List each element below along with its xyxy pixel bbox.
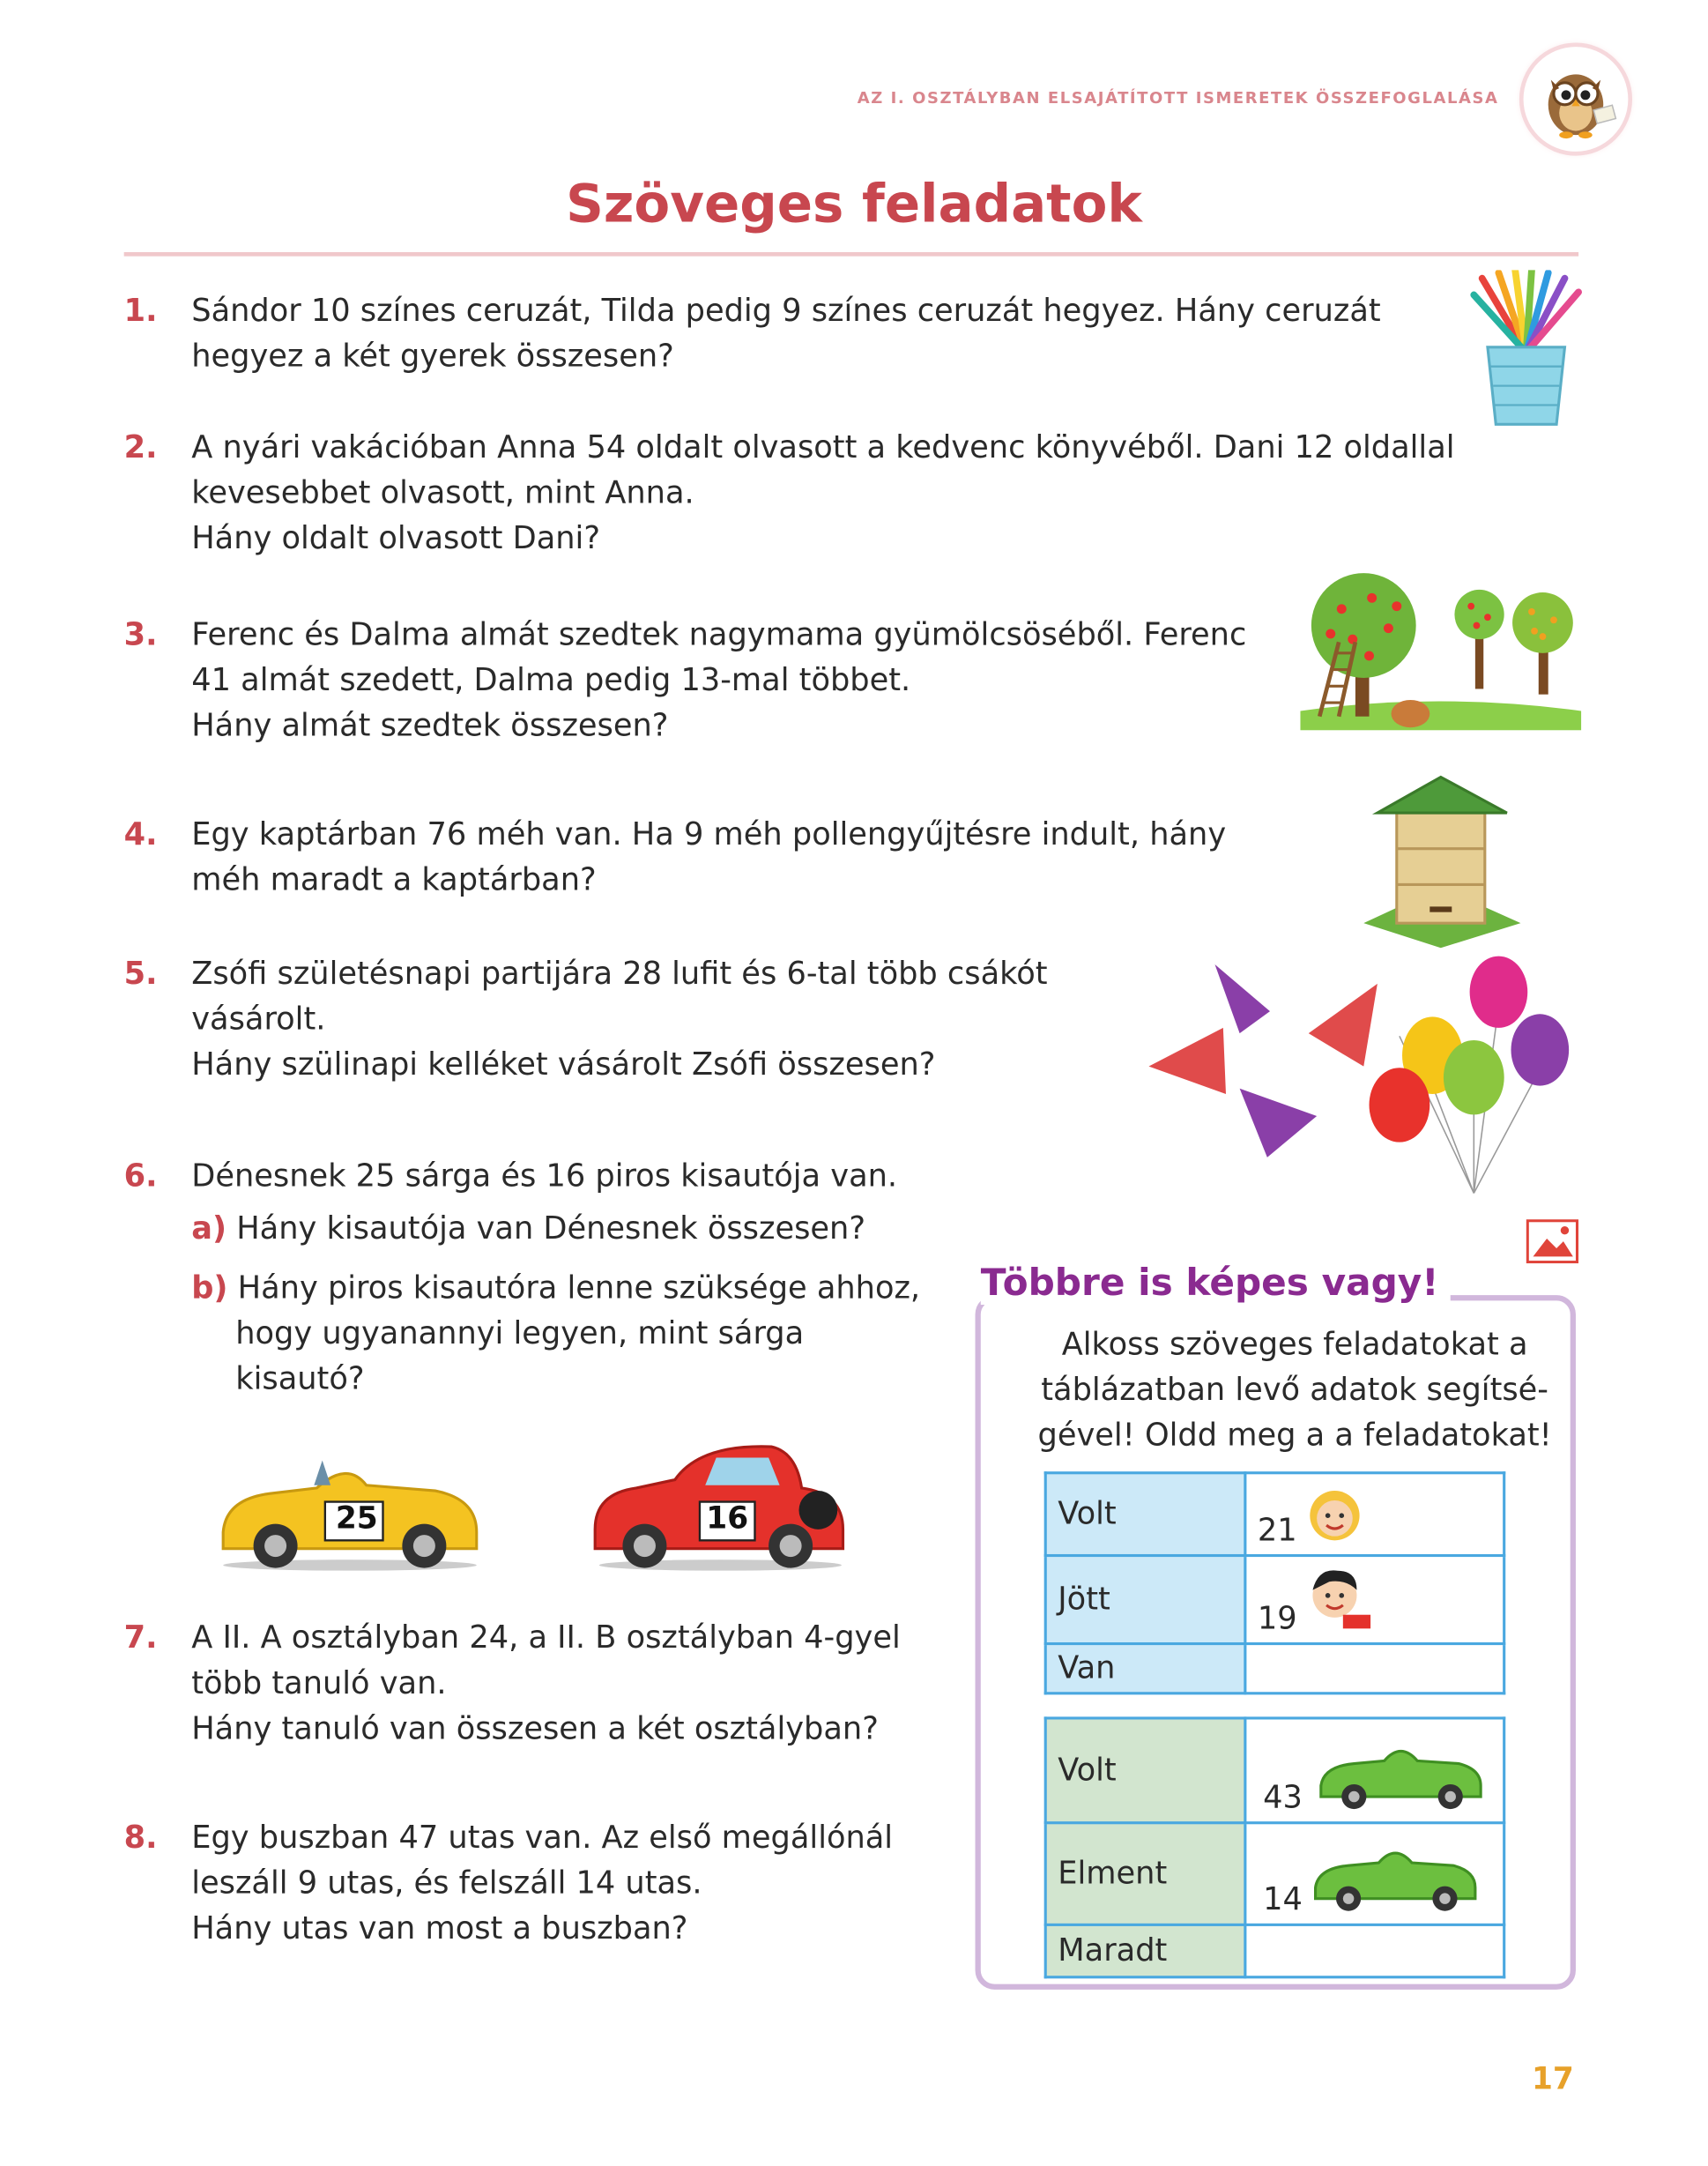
subtask-letter: b) [191,1269,228,1306]
table-value: 14 [1263,1881,1303,1918]
bonus-text-line: táblázatban levő adatok segítsé- [1041,1372,1549,1409]
task-3 [124,613,1247,749]
owl-mascot-badge [1524,47,1629,152]
task-number: 7. [123,1619,158,1656]
task-line: Egy kaptárban 76 méh van. Ha 9 méh pollengyűjtésre indult, hány [191,816,1227,853]
subtask-line: hogy ugyanannyi legyen, mint sárga [235,1315,805,1352]
task-line: Dénesnek 25 sárga és 16 piros kisautója van. [191,1158,898,1195]
table-value-cell [1245,1556,1504,1644]
table-value-cell [1245,1718,1504,1823]
task-7 [124,1616,901,1753]
page-title: Szöveges feladatok [566,173,1142,234]
owl-icon [1524,47,1629,152]
table-value: 43 [1263,1780,1303,1816]
data-table-cars [1044,1716,1506,1978]
task-6 [124,1155,897,1201]
green-car-icon [1310,1838,1481,1912]
task-line: Hány szülinapi kelléket vásárolt Zsófi összesen? [191,1046,936,1083]
subtask-b [191,1266,920,1312]
table-row [1045,1924,1504,1976]
table-row [1045,1823,1504,1925]
task-line: Zsófi születésnapi partijára 28 lufit és 6-tal több csákót [191,956,1048,993]
table-row [1045,1718,1504,1823]
task-6a [124,1207,865,1253]
task-line: Ferenc és Dalma almát szedtek nagymama gyümölcsöséből. Ferenc [191,617,1247,653]
table-row [1045,1473,1504,1556]
table-label-cell: Van [1045,1644,1245,1693]
bonus-text-line: Alkoss szöveges feladatokat a [1061,1327,1528,1363]
task-line: Egy buszban 47 utas van. Az első megállónál [191,1820,894,1857]
task-number: 5. [123,956,158,993]
car-number-label: 16 [706,1501,749,1537]
task-line: Sándor 10 színes ceruzát, Tilda pedig 9 színes ceruzát hegyez. Hány ceruzát [191,293,1381,330]
table-value-cell [1245,1473,1504,1556]
table-row [1045,1556,1504,1644]
table-value-cell [1245,1644,1504,1693]
task-line: hegyez a két gyerek összesen? [191,339,674,376]
girl-face-icon [1302,1485,1368,1544]
table-row [1045,1644,1504,1693]
task-number: 1. [123,293,158,330]
table-label-cell: Maradt [1045,1924,1245,1976]
task-line: vásárolt. [191,1001,326,1038]
task-6b [124,1266,920,1403]
subtask-letter: a) [191,1210,227,1247]
task-number: 8. [123,1820,158,1857]
task-1 [124,289,1381,380]
table-value-cell [1245,1823,1504,1925]
bonus-text-line: gével! Oldd meg a a feladatokat! [1037,1418,1552,1454]
task-line: Hány tanuló van összesen a két osztályban? [191,1711,879,1747]
task-4 [124,813,1226,904]
task-5 [124,952,1048,1089]
task-line: 41 almát szedett, Dalma pedig 13-mal többet. [191,662,911,699]
subtask-line: kisautó? [235,1361,365,1397]
task-line: több tanuló van. [191,1665,447,1702]
page-number: 17 [1531,2062,1574,2097]
task-line: A nyári vakációban Anna 54 oldalt olvasott a kedvenc könyvéből. Dani 12 oldallal [191,429,1455,466]
title-divider [124,252,1578,257]
car-number-label: 25 [335,1501,378,1537]
table-value: 21 [1257,1513,1297,1549]
table-label-cell: Volt [1045,1718,1245,1823]
beehive-icon [1358,771,1526,950]
boy-face-icon [1302,1565,1373,1631]
table-value: 19 [1257,1601,1297,1637]
subtask-a [191,1207,865,1253]
task-line: Hány oldalt olvasott Dani? [191,520,600,557]
red-car [590,1439,851,1571]
green-car-icon [1316,1736,1487,1810]
subtask-line: Hány piros kisautóra lenne szüksége ahhoz, [237,1269,921,1306]
task-line: kevesebbet olvasott, mint Anna. [191,475,694,511]
task-2 [124,426,1455,562]
bonus-instructions [1020,1322,1571,1459]
table-label-cell: Jött [1045,1556,1245,1644]
task-number: 4. [123,816,158,853]
bonus-title: Többre is képes vagy! [981,1262,1450,1305]
table-label-cell: Volt [1045,1473,1245,1556]
table-value-cell [1245,1924,1504,1976]
task-number: 3. [123,617,158,653]
task-line: Hány utas van most a buszban? [191,1910,688,1947]
data-table-children [1044,1471,1506,1694]
running-header: AZ I. OSZTÁLYBAN ELSAJÁTÍTOTT ISMERETEK ÖSSZEFOGLALÁSA [857,88,1499,108]
task-line: leszáll 9 utas, és felszáll 14 utas. [191,1865,702,1902]
task-8 [124,1816,893,1953]
yellow-car [215,1444,485,1571]
task-line: Hány almát szedtek összesen? [191,708,669,744]
task-line: A II. A osztályban 24, a II. B osztályban 4-gyel [191,1619,901,1656]
task-number: 6. [123,1158,158,1195]
task-number: 2. [123,429,158,466]
apple-trees-icon [1300,568,1581,730]
image-icon[interactable] [1526,1219,1578,1263]
pencil-cup-icon [1468,270,1584,429]
table-label-cell: Elment [1045,1823,1245,1925]
subtask-line: Hány kisautója van Dénesnek összesen? [236,1210,866,1247]
task-line: méh maradt a kaptárban? [191,862,597,899]
party-hats-balloons-icon [1143,950,1578,1207]
